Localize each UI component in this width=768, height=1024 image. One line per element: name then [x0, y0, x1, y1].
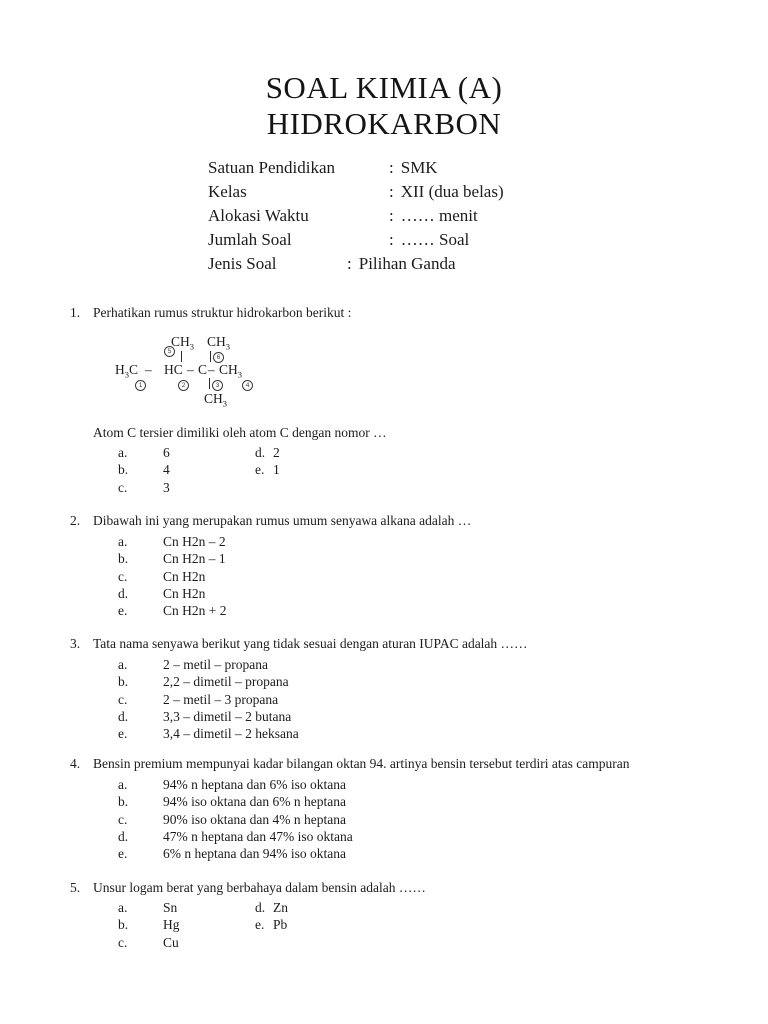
carbon-number-4-badge: 4 — [242, 380, 253, 391]
formula-ch3-top-right: $CH_3$ — [207, 334, 231, 352]
question-text: Unsur logam berat yang berbahaya dalam bensin adalah …… — [93, 880, 426, 895]
document-title — [0, 70, 768, 142]
option-b — [118, 793, 730, 810]
option-letter: e. — [255, 917, 265, 933]
question-2-stem — [70, 512, 730, 529]
question-number: 1. — [70, 305, 81, 320]
option-b — [118, 550, 730, 567]
option-letter: a. — [118, 900, 128, 915]
bond-vertical-right — [210, 351, 211, 362]
option-text: 47% n heptana dan 47% iso oktana — [163, 828, 353, 844]
info-value: …… Soal — [400, 230, 470, 249]
option-letter: d. — [118, 708, 129, 724]
option-letter: c. — [118, 691, 128, 707]
info-row-alokasi-waktu — [208, 204, 504, 228]
question-1-stem — [70, 304, 730, 321]
question-4-stem — [70, 755, 730, 772]
option-d — [118, 708, 730, 725]
option-c — [118, 691, 730, 708]
info-row-satuan — [208, 156, 504, 180]
question-text: Perhatikan rumus struktur hidrokarbon berikut : — [93, 305, 352, 320]
option-letter: a. — [118, 657, 128, 672]
option-text: Hg — [163, 917, 180, 933]
option-letter: e. — [255, 462, 265, 478]
option-text: Pb — [273, 917, 288, 933]
carbon-number-5-badge: 5 — [164, 346, 175, 357]
question-number: 2. — [70, 513, 81, 528]
question-5-options — [118, 899, 730, 951]
info-value: …… menit — [400, 206, 478, 225]
option-a — [118, 656, 730, 673]
info-label: Jenis Soal — [208, 254, 277, 273]
exam-info — [208, 156, 504, 276]
option-letter: b. — [118, 674, 129, 690]
option-letter: a. — [118, 445, 128, 460]
formula-ch3-bottom: $CH_3$ — [204, 391, 228, 409]
option-text: Cn H2n – 2 — [163, 534, 226, 549]
option-e — [118, 845, 730, 862]
question-2 — [70, 512, 730, 619]
option-letter: d. — [118, 585, 129, 601]
question-number: 4. — [70, 756, 81, 771]
option-letter: e. — [118, 603, 128, 619]
option-letter: c. — [118, 811, 128, 827]
formula-c: C — [198, 362, 208, 377]
option-a — [118, 899, 255, 916]
option-c — [118, 811, 730, 828]
question-number: 3. — [70, 636, 81, 651]
option-c — [118, 934, 255, 951]
option-text: Cn H2n — [163, 585, 206, 601]
option-a — [118, 533, 730, 550]
option-letter: d. — [118, 828, 129, 844]
option-text: 4 — [163, 462, 170, 478]
option-e — [118, 602, 730, 619]
options-column-2 — [255, 899, 288, 951]
option-text: 6 — [163, 445, 170, 460]
title-line-2: HIDROKARBON — [266, 106, 502, 141]
option-text: 94% iso oktana dan 6% n heptana — [163, 794, 346, 810]
option-text: Cn H2n — [163, 568, 206, 584]
option-letter: c. — [118, 934, 128, 950]
option-b — [118, 461, 255, 478]
info-colon: : — [389, 158, 394, 177]
title-line-1: SOAL KIMIA (A) — [265, 70, 503, 105]
option-letter: b. — [118, 551, 129, 567]
question-3-options — [118, 656, 730, 742]
info-colon: : — [389, 230, 394, 249]
formula-hc: HC — [164, 362, 183, 377]
formula-ch3-top-left: $CH_3$ — [171, 334, 195, 352]
option-letter: b. — [118, 917, 129, 933]
question-3 — [70, 635, 730, 742]
option-d — [118, 585, 730, 602]
question-text: Dibawah ini yang merupakan rumus umum senyawa alkana adalah … — [93, 513, 472, 528]
option-e — [255, 461, 280, 478]
question-1 — [70, 304, 730, 496]
option-text: 2 — [273, 445, 280, 460]
option-text: Cn H2n + 2 — [163, 603, 227, 619]
info-label: Jumlah Soal — [208, 230, 292, 249]
bond-dash: – — [145, 362, 152, 377]
info-row-kelas — [208, 180, 504, 204]
option-a — [118, 444, 255, 461]
option-e — [118, 725, 730, 742]
option-letter: c. — [118, 479, 128, 495]
question-3-stem — [70, 635, 730, 652]
carbon-number-6-badge: 6 — [213, 352, 224, 363]
chemical-structure-figure — [113, 331, 293, 409]
option-text: 2 – metil – 3 propana — [163, 691, 279, 707]
option-letter: a. — [118, 777, 128, 792]
option-b — [118, 916, 255, 933]
option-text: Cn H2n – 1 — [163, 551, 226, 567]
info-value: SMK — [400, 158, 438, 177]
info-value: Pilihan Ganda — [358, 254, 456, 273]
options-column-1 — [118, 444, 255, 496]
info-row-jenis-soal — [208, 252, 504, 276]
option-text: 3,4 – dimetil – 2 heksana — [163, 726, 299, 742]
carbon-number-1-badge: 1 — [135, 380, 146, 391]
question-4 — [70, 755, 730, 862]
bond-vertical-left — [181, 351, 182, 362]
option-letter: d. — [255, 445, 266, 460]
option-text: Sn — [163, 900, 178, 915]
option-text: 94% n heptana dan 6% iso oktana — [163, 777, 346, 792]
question-1-prompt: Atom C tersier dimiliki oleh atom C dengan nomor … — [93, 425, 387, 440]
info-colon: : — [389, 206, 394, 225]
option-a — [118, 776, 730, 793]
option-b — [118, 673, 730, 690]
option-letter: a. — [118, 534, 128, 549]
question-4-options — [118, 776, 730, 862]
option-letter: b. — [118, 462, 129, 478]
question-text: Tata nama senyawa berikut yang tidak sesuai dengan aturan IUPAC adalah …… — [93, 636, 528, 651]
option-letter: c. — [118, 568, 128, 584]
info-value: XII (dua belas) — [400, 182, 504, 201]
question-5-stem — [70, 879, 730, 896]
carbon-number-3-badge: 3 — [212, 380, 223, 391]
option-text: 2 – metil – propana — [163, 657, 268, 672]
question-1-options — [118, 444, 730, 496]
option-c — [118, 568, 730, 585]
info-label: Satuan Pendidikan — [208, 158, 336, 177]
option-c — [118, 479, 255, 496]
option-d — [255, 899, 288, 916]
options-column-2 — [255, 444, 280, 496]
option-text: Cu — [163, 934, 179, 950]
info-colon: : — [389, 182, 394, 201]
info-colon: : — [347, 254, 352, 273]
question-text: Bensin premium mempunyai kadar bilangan oktan 94. artinya bensin tersebut terdiri atas campuran — [93, 756, 630, 771]
option-letter: e. — [118, 726, 128, 742]
option-text: 3,3 – dimetil – 2 butana — [163, 708, 292, 724]
option-letter: b. — [118, 794, 129, 810]
question-2-options — [118, 533, 730, 619]
option-text: 2,2 – dimetil – propana — [163, 674, 289, 690]
bond-dash: – — [208, 362, 215, 377]
option-text: 3 — [163, 479, 170, 495]
option-d — [118, 828, 730, 845]
option-text: 90% iso oktana dan 4% n heptana — [163, 811, 346, 827]
question-number: 5. — [70, 880, 81, 895]
info-label: Alokasi Waktu — [208, 206, 309, 225]
carbon-number-2-badge: 2 — [178, 380, 189, 391]
options-column-1 — [118, 899, 255, 951]
bond-vertical-bottom — [209, 378, 210, 389]
info-row-jumlah-soal — [208, 228, 504, 252]
formula-ch3-right: $CH_3$ — [219, 362, 243, 380]
option-text: Zn — [273, 900, 288, 915]
bond-dash: – — [187, 362, 194, 377]
option-letter: d. — [255, 900, 266, 915]
option-letter: e. — [118, 846, 128, 862]
info-label: Kelas — [208, 182, 247, 201]
option-text: 1 — [273, 462, 280, 478]
option-text: 6% n heptana dan 94% iso oktana — [163, 846, 346, 862]
option-e — [255, 916, 288, 933]
question-5 — [70, 879, 730, 951]
option-d — [255, 444, 280, 461]
formula-h3c: $H_3C$ — [115, 362, 139, 380]
